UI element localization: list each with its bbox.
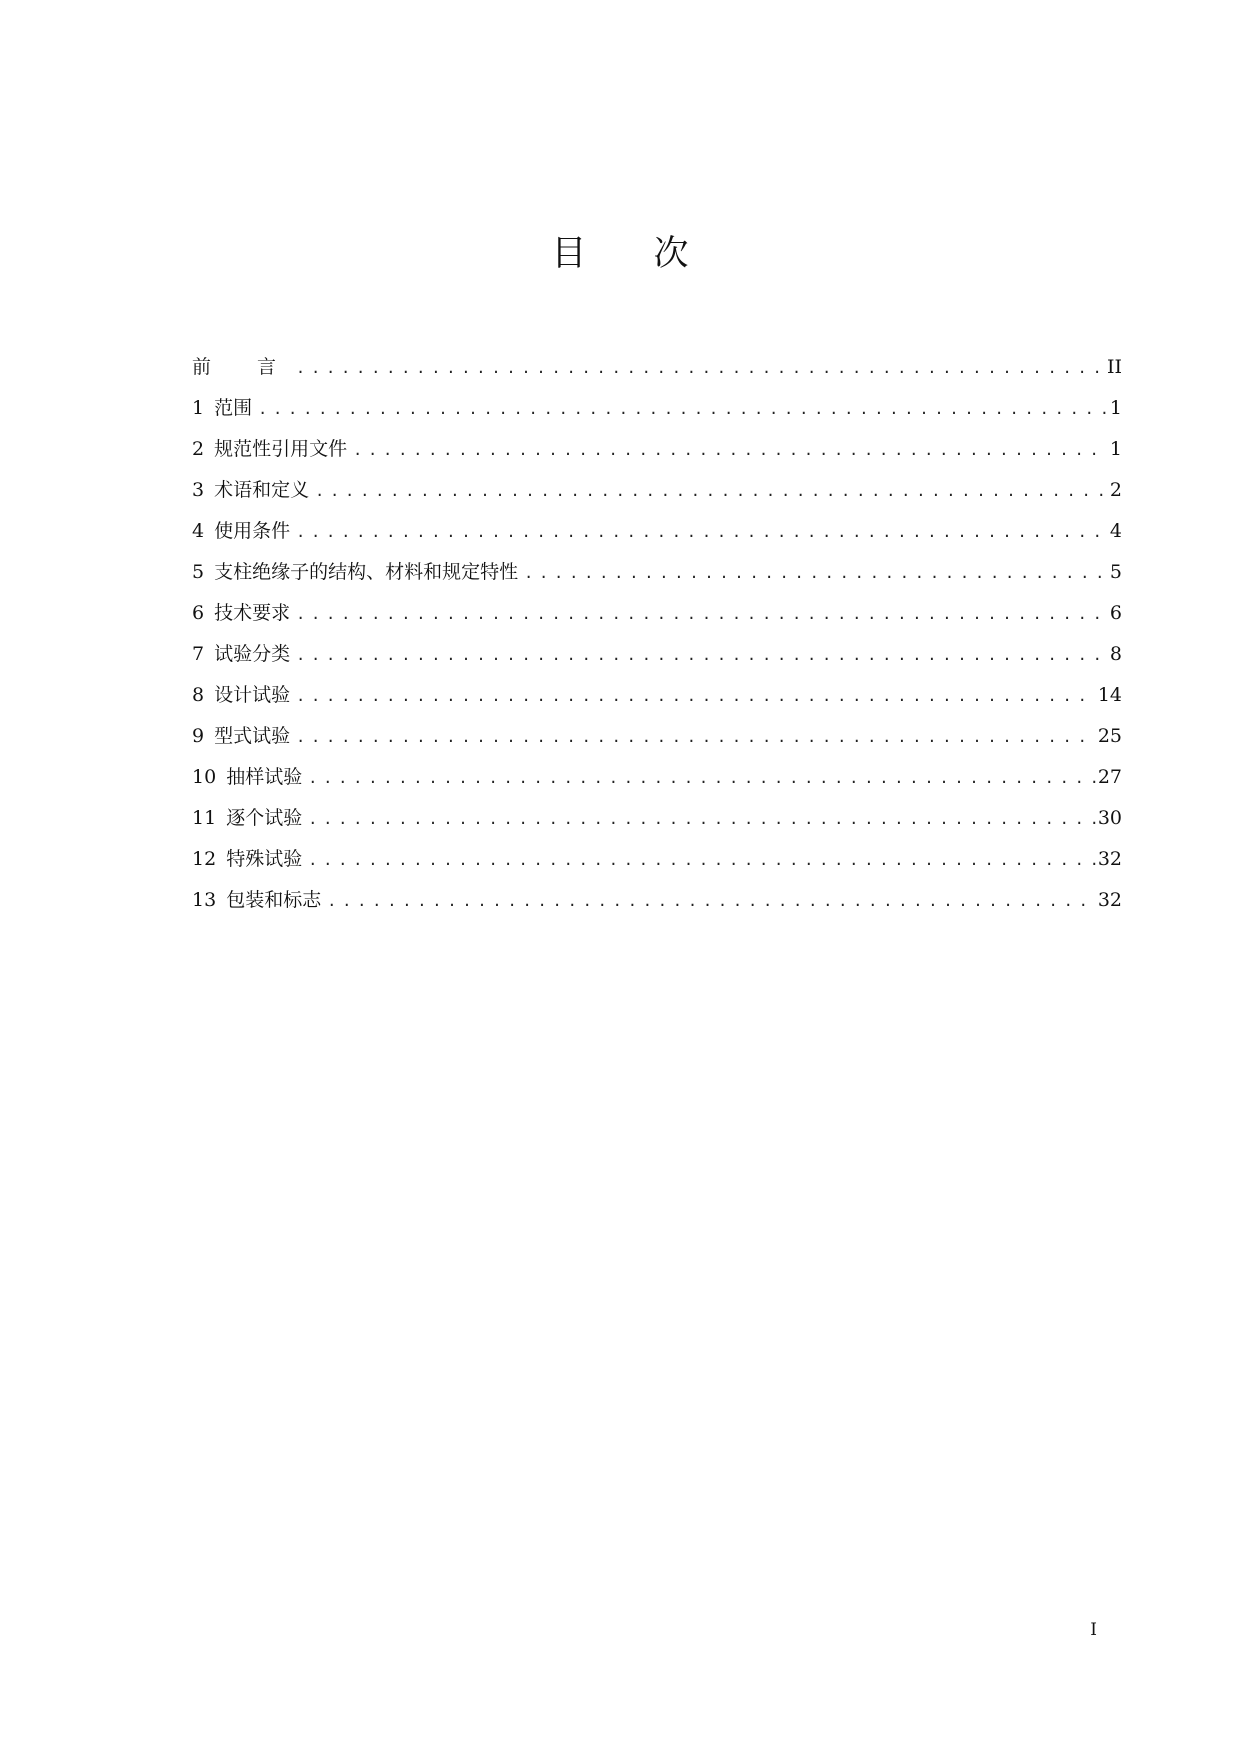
toc-entry-label: 术语和定义 bbox=[214, 479, 310, 501]
toc-entry-number: 13 bbox=[192, 889, 217, 911]
toc-dot-leader bbox=[258, 389, 1108, 430]
toc-entry-number: 12 bbox=[192, 848, 217, 870]
toc-entry-page: 25 bbox=[1097, 725, 1122, 747]
toc-entry-page: 1 bbox=[1109, 397, 1122, 419]
toc-entry[interactable] bbox=[192, 757, 1122, 798]
toc-entry-number: 8 bbox=[192, 684, 205, 706]
toc-entry-number: 1 bbox=[192, 397, 205, 419]
toc-dot-leader bbox=[315, 471, 1108, 512]
toc-dot-leader bbox=[296, 348, 1105, 389]
toc-entry-label: 前 言 bbox=[192, 356, 297, 378]
toc-dot-leader bbox=[296, 512, 1108, 553]
toc-entry-number: 7 bbox=[192, 643, 205, 665]
toc-entry-number: 3 bbox=[192, 479, 205, 501]
toc-entry-page: 4 bbox=[1109, 520, 1122, 542]
toc-entry[interactable] bbox=[192, 880, 1122, 921]
toc-entry-page: 14 bbox=[1097, 684, 1122, 706]
toc-dot-leader bbox=[308, 840, 1096, 881]
toc-entry-page: 8 bbox=[1109, 643, 1122, 665]
toc-entry-number: 11 bbox=[192, 807, 217, 829]
toc-entry-page: 27 bbox=[1097, 766, 1122, 788]
toc-dot-leader bbox=[353, 430, 1108, 471]
toc-entry-number: 6 bbox=[192, 602, 205, 624]
toc-entry[interactable] bbox=[192, 511, 1122, 552]
toc-dot-leader bbox=[296, 717, 1096, 758]
toc-entry-number: 10 bbox=[192, 766, 217, 788]
toc-dot-leader bbox=[296, 635, 1108, 676]
toc-entry-label: 范围 bbox=[214, 397, 253, 419]
toc-entry-page: 32 bbox=[1097, 848, 1122, 870]
toc-entry-label: 试验分类 bbox=[214, 643, 291, 665]
toc-entry-label: 设计试验 bbox=[214, 684, 291, 706]
toc-entry[interactable] bbox=[192, 716, 1122, 757]
toc-entry-page: 30 bbox=[1097, 807, 1122, 829]
toc-entry-page: 32 bbox=[1097, 889, 1122, 911]
toc-dot-leader bbox=[296, 676, 1096, 717]
toc-entry[interactable] bbox=[192, 675, 1122, 716]
toc-entry[interactable] bbox=[192, 470, 1122, 511]
table-of-contents bbox=[192, 347, 1122, 921]
toc-entry-number: 2 bbox=[192, 438, 205, 460]
toc-entry-label: 支柱绝缘子的结构、材料和规定特性 bbox=[214, 561, 519, 583]
toc-entry-label: 型式试验 bbox=[214, 725, 291, 747]
toc-entry-label: 抽样试验 bbox=[226, 766, 303, 788]
toc-entry-label: 使用条件 bbox=[214, 520, 291, 542]
toc-entry[interactable] bbox=[192, 839, 1122, 880]
page-title: 目 次 bbox=[551, 234, 717, 274]
toc-entry-label: 逐个试验 bbox=[226, 807, 303, 829]
toc-entry-page: 6 bbox=[1109, 602, 1122, 624]
toc-entry[interactable] bbox=[192, 388, 1122, 429]
page-number: I bbox=[1090, 1620, 1097, 1640]
toc-entry[interactable] bbox=[192, 634, 1122, 675]
toc-entry-label: 规范性引用文件 bbox=[214, 438, 348, 460]
toc-dot-leader bbox=[308, 758, 1096, 799]
toc-entry[interactable] bbox=[192, 593, 1122, 634]
toc-dot-leader bbox=[308, 799, 1096, 840]
toc-dot-leader bbox=[327, 881, 1096, 922]
toc-entry-page: 1 bbox=[1109, 438, 1122, 460]
toc-entry-number: 4 bbox=[192, 520, 205, 542]
toc-entry-number: 9 bbox=[192, 725, 205, 747]
toc-entry-number: 5 bbox=[192, 561, 205, 583]
toc-entry-label: 特殊试验 bbox=[226, 848, 303, 870]
toc-entry[interactable] bbox=[192, 347, 1122, 388]
toc-entry-label: 包装和标志 bbox=[226, 889, 322, 911]
toc-dot-leader bbox=[296, 594, 1108, 635]
toc-entry[interactable] bbox=[192, 798, 1122, 839]
toc-entry-page: 5 bbox=[1109, 561, 1122, 583]
toc-entry-page: II bbox=[1106, 356, 1122, 378]
toc-dot-leader bbox=[524, 553, 1108, 594]
toc-entry[interactable] bbox=[192, 552, 1122, 593]
toc-entry-label: 技术要求 bbox=[214, 602, 291, 624]
toc-entry[interactable] bbox=[192, 429, 1122, 470]
toc-entry-page: 2 bbox=[1109, 479, 1122, 501]
